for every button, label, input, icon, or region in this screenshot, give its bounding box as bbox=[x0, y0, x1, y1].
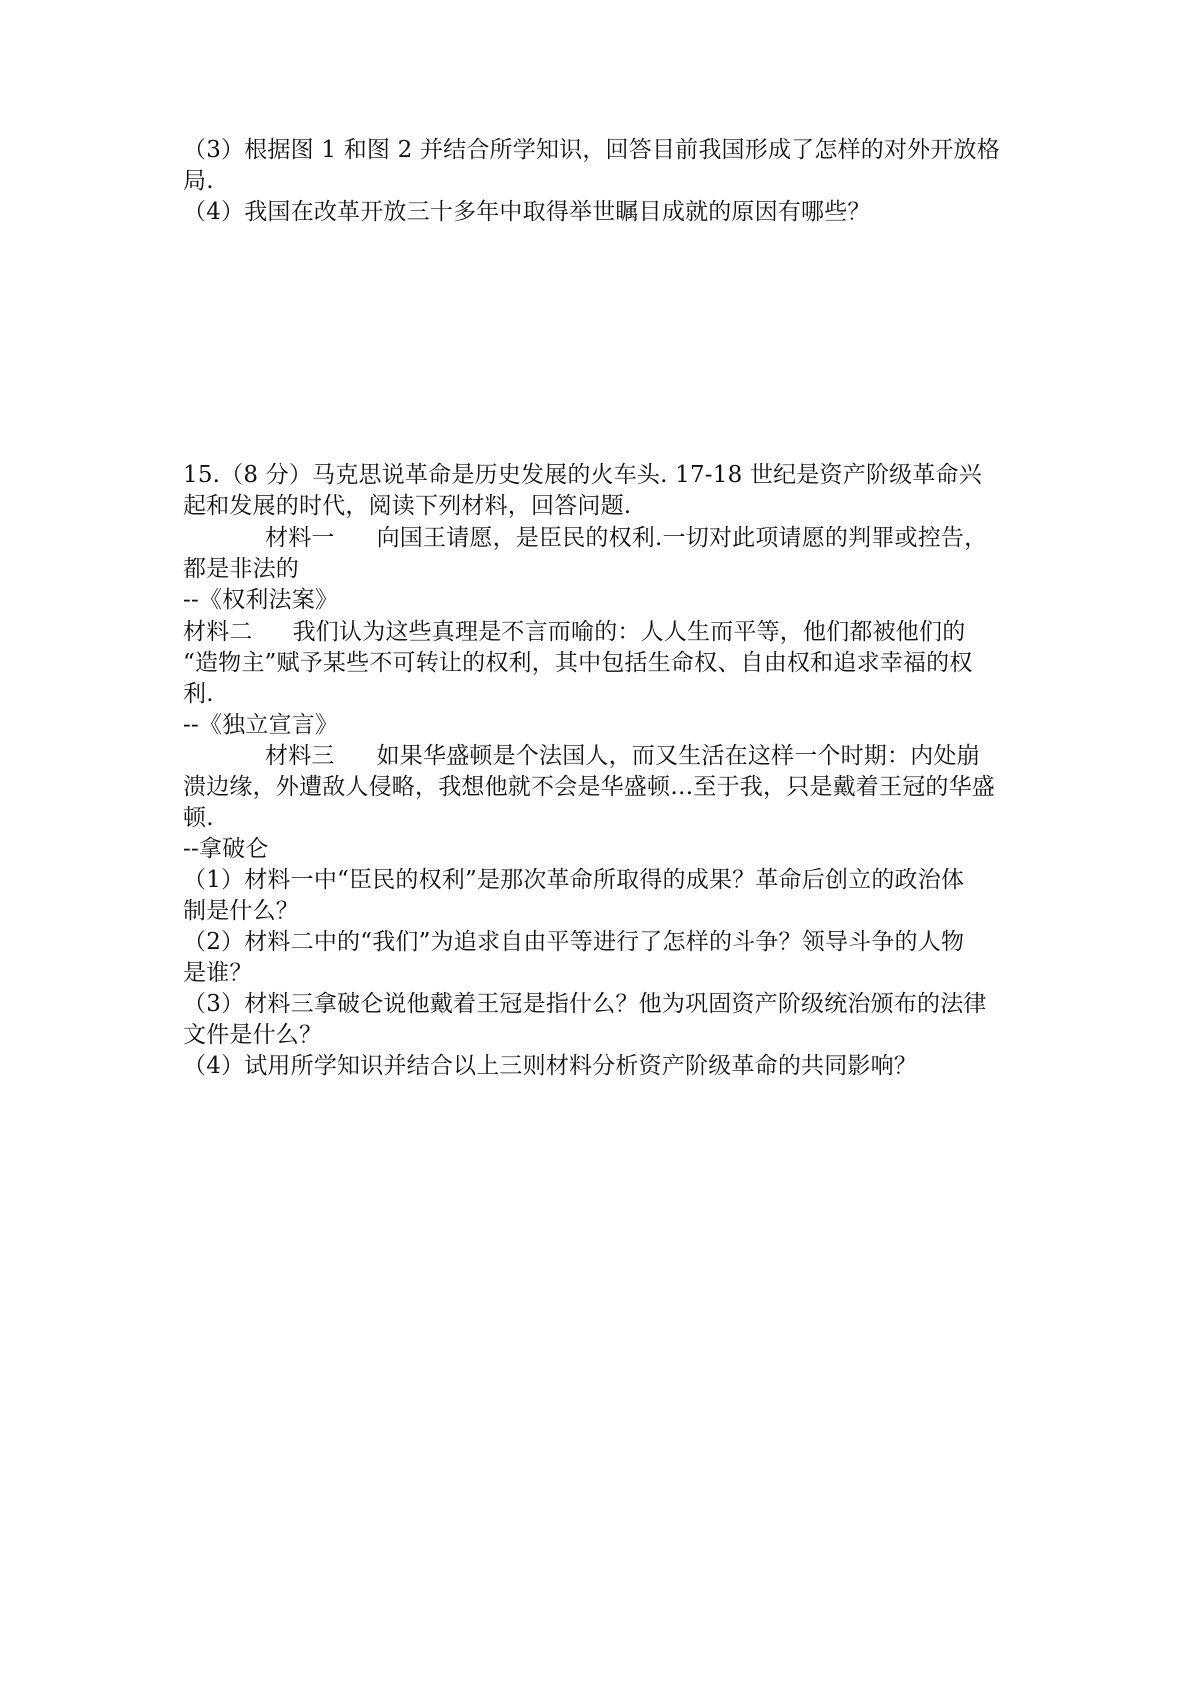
sub-question-3-line-1: （3）材料三拿破仑说他戴着王冠是指什么？他为巩固资产阶级统治颁布的法律 bbox=[183, 991, 987, 1017]
material-1-source: --《权利法案》 bbox=[183, 587, 339, 613]
material-1-line-2: 都是非法的 bbox=[183, 556, 299, 582]
sub-question-2-line-2: 是谁？ bbox=[183, 960, 253, 986]
material-3-label: 材料三 bbox=[265, 743, 335, 769]
material-1-line-1 bbox=[265, 523, 987, 553]
question-15-intro-line-2: 起和发展的时代，阅读下列材料，回答问题. bbox=[183, 493, 632, 519]
material-3-text: 如果华盛顿是个法国人，而又生活在这样一个时期：内处崩 bbox=[376, 743, 980, 769]
material-1-text: 向国王请愿，是臣民的权利.一切对此项请愿的判罪或控告， bbox=[376, 525, 988, 551]
material-2-line-3: 利. bbox=[183, 681, 214, 707]
material-2-source: --《独立宣言》 bbox=[183, 712, 339, 738]
sub-question-2-line-1: （2）材料二中的“我们”为追求自由平等进行了怎样的斗争？领导斗争的人物 bbox=[183, 929, 965, 955]
material-3-line-3: 顿. bbox=[183, 805, 214, 831]
question-4: （4）我国在改革开放三十多年中取得举世瞩目成就的原因有哪些？ bbox=[183, 199, 871, 225]
sub-question-3-line-2: 文件是什么？ bbox=[183, 1022, 323, 1048]
question-3-line-1: （3）根据图 1 和图 2 并结合所学知识，回答目前我国形成了怎样的对外开放格 bbox=[183, 137, 1000, 163]
sub-question-4: （4）试用所学知识并结合以上三则材料分析资产阶级革命的共同影响？ bbox=[183, 1053, 918, 1079]
material-2-label: 材料二 bbox=[183, 619, 253, 645]
sub-question-1-line-2: 制是什么？ bbox=[183, 898, 299, 924]
material-2-line-2: “造物主”赋予某些不可转让的权利，其中包括生命权、自由权和追求幸福的权 bbox=[183, 650, 973, 676]
material-3-line-1 bbox=[265, 741, 980, 771]
material-3-line-2: 溃边缘，外遭敌人侵略，我想他就不会是华盛顿…至于我，只是戴着王冠的华盛 bbox=[183, 774, 995, 800]
material-2-line-1 bbox=[183, 617, 965, 647]
question-3-line-2: 局. bbox=[183, 168, 214, 194]
material-3-source: --拿破仑 bbox=[183, 836, 269, 862]
material-2-text: 我们认为这些真理是不言而喻的：人人生而平等，他们都被他们的 bbox=[292, 619, 966, 645]
material-1-label: 材料一 bbox=[265, 525, 335, 551]
question-15-intro-line-1: 15.（8 分）马克思说革命是历史发展的火车头. 17-18 世纪是资产阶级革命兴 bbox=[183, 462, 982, 488]
sub-question-1-line-1: （1）材料一中“臣民的权利”是那次革命所取得的成果？革命后创立的政治体 bbox=[183, 867, 965, 893]
